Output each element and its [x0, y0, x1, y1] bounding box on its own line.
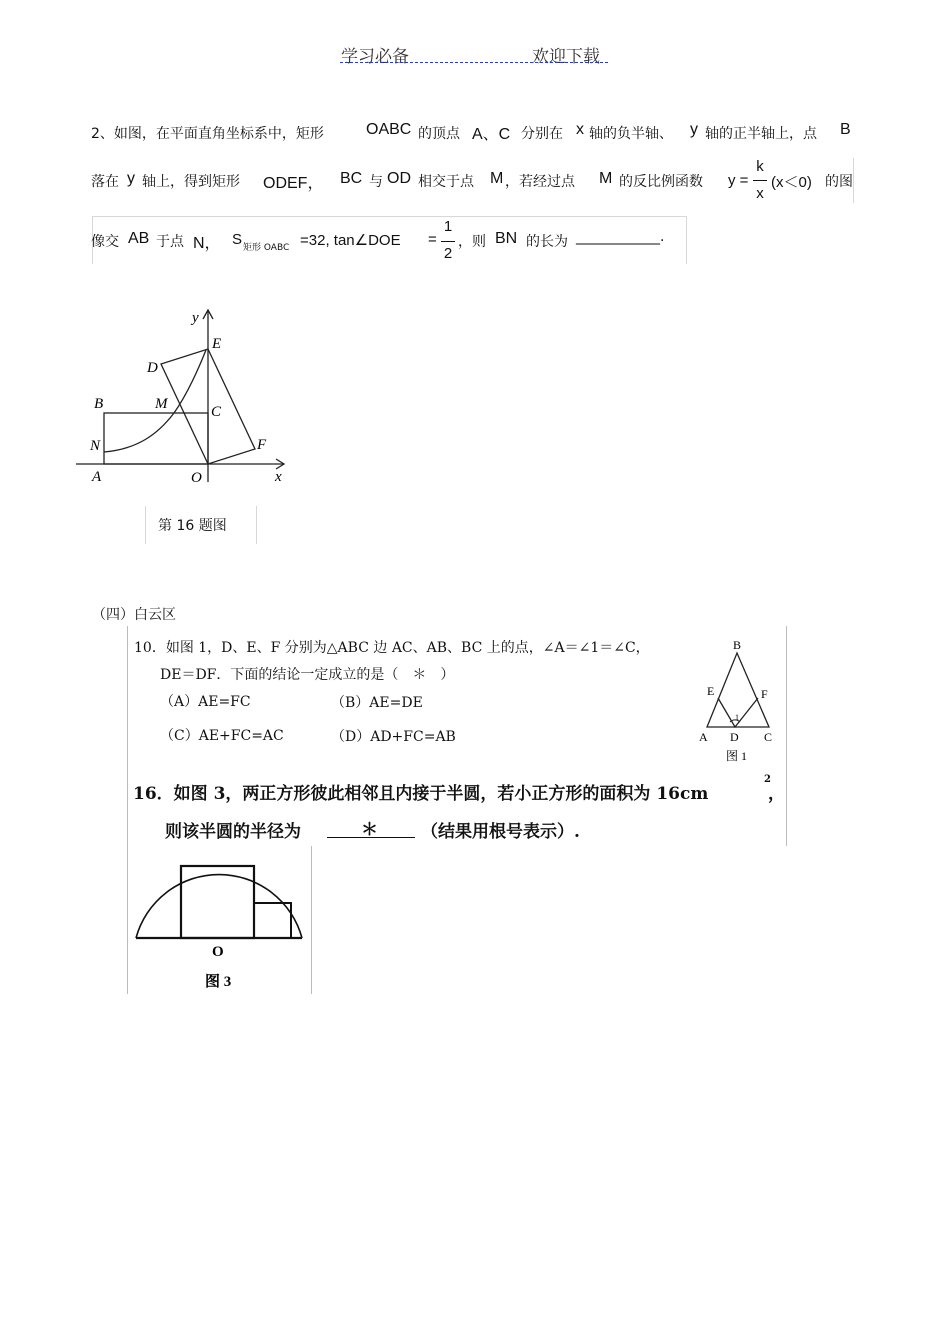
label-angle-1: 1: [735, 713, 739, 722]
small-square: [254, 903, 291, 938]
scan-border: [786, 626, 787, 846]
q2-frac-2: 2: [443, 245, 453, 262]
label-e: E: [707, 684, 715, 698]
label-b: B: [94, 396, 104, 412]
header-left: 学习必备: [341, 47, 409, 67]
q16-line2-start: 则该半圆的半径为: [165, 822, 301, 842]
q10-figure: [693, 636, 783, 766]
q2-text: y: [127, 170, 135, 187]
label-o: O: [191, 470, 202, 486]
q2-text: y: [690, 121, 698, 138]
label-m: M: [155, 396, 168, 412]
q2-area-sub: 矩形 OABC: [243, 243, 290, 253]
large-square: [181, 866, 254, 938]
label-e: E: [212, 336, 222, 352]
q2-figure-caption: 第 16 题图: [158, 518, 227, 534]
label-c: C: [764, 730, 773, 744]
q10-option-b: （B）AE=DE: [331, 695, 423, 711]
q2-text: 轴的负半轴、: [589, 126, 673, 142]
q2-text: N，: [193, 235, 221, 252]
q2-text: 像交: [91, 234, 119, 250]
q2-text: 2、如图，在平面直角坐标系中，矩形: [91, 126, 324, 142]
q2-text: 的图: [825, 174, 853, 190]
q10-option-d: （D）AD+FC=AB: [331, 729, 456, 745]
label-f: F: [761, 687, 768, 701]
q16-line1: 16．如图 3，两正方形彼此相邻且内接于半圆，若小正方形的面积为 16cm: [133, 784, 709, 804]
q2-text: BN: [495, 230, 518, 247]
scan-border: [311, 846, 312, 994]
q10-line1: 10．如图 1，D、E、F 分别为△ABC 边 AC、AB、BC 上的点，∠A＝∠1＝∠C，: [134, 640, 650, 656]
q2-box-border: [853, 158, 854, 203]
q2-text: BC: [340, 170, 363, 187]
q2-frac-1: 1: [443, 218, 453, 235]
district-heading: （四）白云区: [92, 607, 176, 623]
q2-text: ODEF，: [263, 175, 324, 192]
q2-text: 落在: [91, 174, 119, 190]
q2-frac-bar: [753, 180, 767, 181]
q2-text: ，若经过点: [505, 174, 575, 190]
q2-text: AB: [128, 230, 150, 247]
label-b: B: [733, 638, 742, 652]
q2-text: A、C: [472, 126, 511, 143]
label-c: C: [211, 404, 222, 420]
q10-option-a: （A）AE=FC: [160, 694, 251, 710]
q2-text: OD: [387, 170, 411, 187]
q2-box-border: [92, 216, 687, 217]
q2-function-lhs: y =: [728, 172, 749, 189]
label-a: A: [92, 469, 102, 485]
q2-text: 与: [369, 174, 383, 190]
q2-text: 轴的正半轴上，点: [705, 126, 817, 142]
q16-figure: [128, 846, 308, 996]
q10-figure-caption: 图 1: [726, 749, 748, 763]
label-d: D: [147, 360, 158, 376]
label-o: O: [212, 944, 224, 960]
q2-text: 分别在: [521, 126, 563, 142]
caption-border: [145, 506, 146, 544]
q2-text: 于点: [156, 234, 184, 250]
label-y: y: [192, 310, 199, 326]
q2-figure: [70, 300, 300, 500]
q2-domain: (x＜0): [771, 174, 812, 191]
caption-border: [256, 506, 257, 544]
q2-text: M: [599, 170, 613, 187]
q2-frac-bar: [441, 241, 455, 242]
q2-area-s: S: [232, 231, 243, 248]
q10-option-c: （C）AE+FC=AC: [160, 728, 284, 744]
label-f: F: [257, 437, 267, 453]
rectangle-oabc: [104, 413, 208, 464]
q16-comma: ，: [768, 784, 785, 804]
q2-text: 的反比例函数: [619, 174, 703, 190]
semicircle-arc: [136, 875, 302, 938]
q2-answer-blank: ____________.: [576, 229, 665, 245]
q2-text: OABC: [366, 121, 412, 138]
q2-text: 轴上，得到矩形: [142, 174, 240, 190]
q2-text: x: [576, 121, 584, 138]
q2-area-val: =32, tan∠DOE: [300, 232, 401, 249]
q16-figure-caption: 图 3: [205, 974, 232, 990]
q2-text: B: [840, 121, 851, 138]
q2-text: M: [490, 170, 504, 187]
q16-blank-mark: ＊: [361, 820, 378, 840]
q16-superscript: 2: [764, 774, 771, 785]
q2-text: 相交于点: [418, 174, 474, 190]
q2-text: ，则: [458, 234, 486, 250]
header-divider: [340, 62, 608, 63]
label-x: x: [275, 469, 282, 485]
label-n: N: [90, 438, 101, 454]
label-d: D: [730, 730, 739, 744]
q2-box-border: [686, 216, 687, 264]
q10-line2: DE＝DF．下面的结论一定成立的是（ ＊ ）: [160, 667, 455, 683]
q2-eq: =: [428, 231, 437, 248]
q2-text: 的顶点: [418, 126, 460, 142]
header-right: 欢迎下载: [532, 47, 600, 67]
q16-line2-end: （结果用根号表示）.: [421, 822, 580, 842]
q2-text: 的长为: [526, 234, 568, 250]
q2-frac-x: x: [756, 185, 764, 202]
q2-frac-k: k: [756, 158, 764, 175]
label-a: A: [699, 730, 708, 744]
